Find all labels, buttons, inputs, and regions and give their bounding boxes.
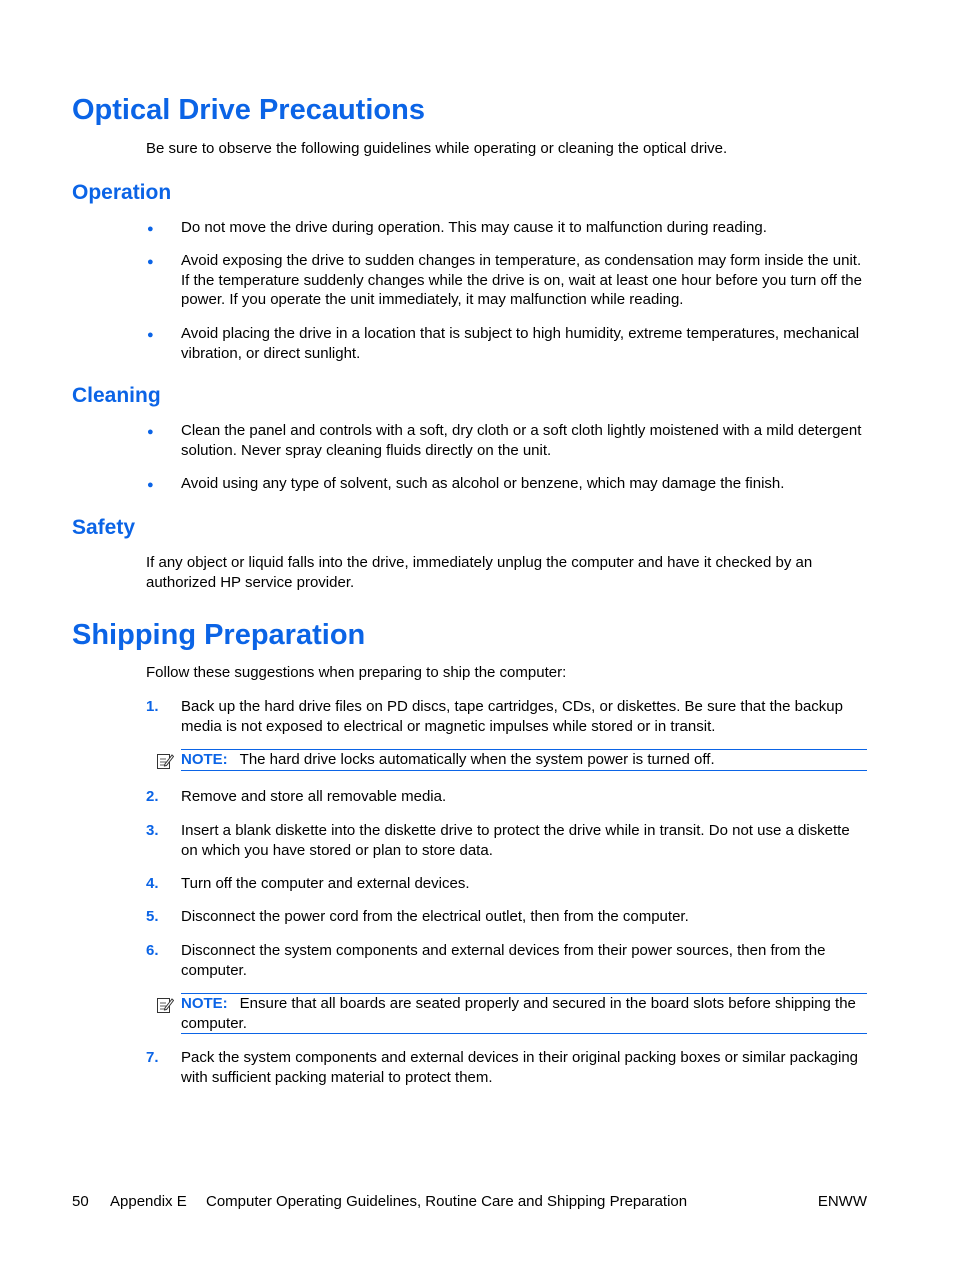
list-item-text: Avoid using any type of solvent, such as alcohol or benzene, which may damage the finish. [181, 475, 785, 492]
page-title-optical-drive-precautions: Optical Drive Precautions [72, 94, 425, 126]
shipping-intro-paragraph: Follow these suggestions when preparing to ship the computer: [146, 664, 567, 681]
safety-paragraph: If any object or liquid falls into the drive, immediately unplug the computer and have it checked by an authorized HP service provider. [146, 554, 813, 591]
note-text: The hard drive locks automatically when the system power is turned off. [239, 751, 715, 768]
list-item [146, 874, 868, 894]
note-box [181, 993, 867, 1034]
list-item-text: Insert a blank diskette into the diskette drive to protect the drive while in transit. Do not use a diskette on which you have stored or plan to store data. [181, 822, 850, 859]
page-footer [72, 1192, 867, 1211]
step-number: 7. [146, 1049, 159, 1066]
footer-chapter-title: Computer Operating Guidelines, Routine Care and Shipping Preparation [206, 1193, 688, 1210]
optical-intro-paragraph: Be sure to observe the following guidelines while operating or cleaning the optical drive. [146, 140, 728, 157]
step-number: 1. [146, 698, 159, 715]
list-item [146, 324, 868, 363]
operation-heading: Operation [72, 181, 172, 204]
list-item-text: Do not move the drive during operation. This may cause it to malfunction during reading. [181, 219, 767, 236]
list-item [146, 787, 868, 807]
note-box [181, 749, 867, 771]
bullet-dot: ● [147, 426, 154, 438]
list-item [146, 474, 868, 496]
list-item [146, 218, 868, 240]
bullet-dot: ● [147, 256, 154, 268]
list-item-text: Back up the hard drive files on PD discs, tape cartridges, CDs, or diskettes. Be sure that the backup media is not exposed to electrical or magnetic impulses while stored or in transit. [181, 698, 843, 735]
step-number: 3. [146, 822, 159, 839]
list-item-text: Remove and store all removable media. [181, 788, 447, 805]
bullet-dot: ● [147, 329, 154, 341]
footer-appendix: Appendix E [110, 1193, 187, 1210]
list-item [146, 821, 868, 860]
bullet-dot: ● [147, 223, 154, 235]
list-item-text: Avoid exposing the drive to sudden changes in temperature, as condensation may form inside the unit. If the temperature suddenly changes while the drive is on, wait at least one hour before you turn off the power. If you operate the unit immediately, it may malfunction while reading. [181, 252, 862, 308]
step-number: 4. [146, 875, 159, 892]
note-pencil-icon [156, 996, 174, 1014]
step-number: 6. [146, 942, 159, 959]
list-item-text: Pack the system components and external devices in their original packing boxes or similar packaging with sufficient packing material to protect them. [181, 1049, 859, 1086]
page-number: 50 [72, 1193, 89, 1210]
list-item [146, 251, 868, 310]
note-label: NOTE: [181, 995, 228, 1012]
list-item [146, 421, 868, 460]
note-text: Ensure that all boards are seated properly and secured in the board slots before shipping the computer. [181, 995, 856, 1032]
list-item-text: Turn off the computer and external devices. [181, 875, 470, 892]
shipping-preparation-title: Shipping Preparation [72, 619, 366, 651]
list-item [146, 941, 868, 980]
cleaning-heading: Cleaning [72, 384, 161, 407]
list-item [146, 907, 868, 927]
list-item-text: Disconnect the system components and external devices from their power sources, then from the computer. [181, 942, 826, 979]
bullet-dot: ● [147, 479, 154, 491]
note-label: NOTE: [181, 751, 228, 768]
step-number: 2. [146, 788, 159, 805]
step-number: 5. [146, 908, 159, 925]
note-pencil-icon [156, 752, 174, 770]
safety-heading: Safety [72, 516, 136, 539]
footer-code: ENWW [817, 1193, 867, 1210]
list-item-text: Avoid placing the drive in a location that is subject to high humidity, extreme temperatures, mechanical vibration, or direct sunlight. [181, 325, 860, 362]
list-item [146, 697, 868, 736]
list-item-text: Disconnect the power cord from the electrical outlet, then from the computer. [181, 908, 689, 925]
list-item-text: Clean the panel and controls with a soft, dry cloth or a soft cloth lightly moistened with a mild detergent solution. Never spray cleaning fluids directly on the unit. [181, 422, 862, 459]
list-item [146, 1048, 868, 1087]
